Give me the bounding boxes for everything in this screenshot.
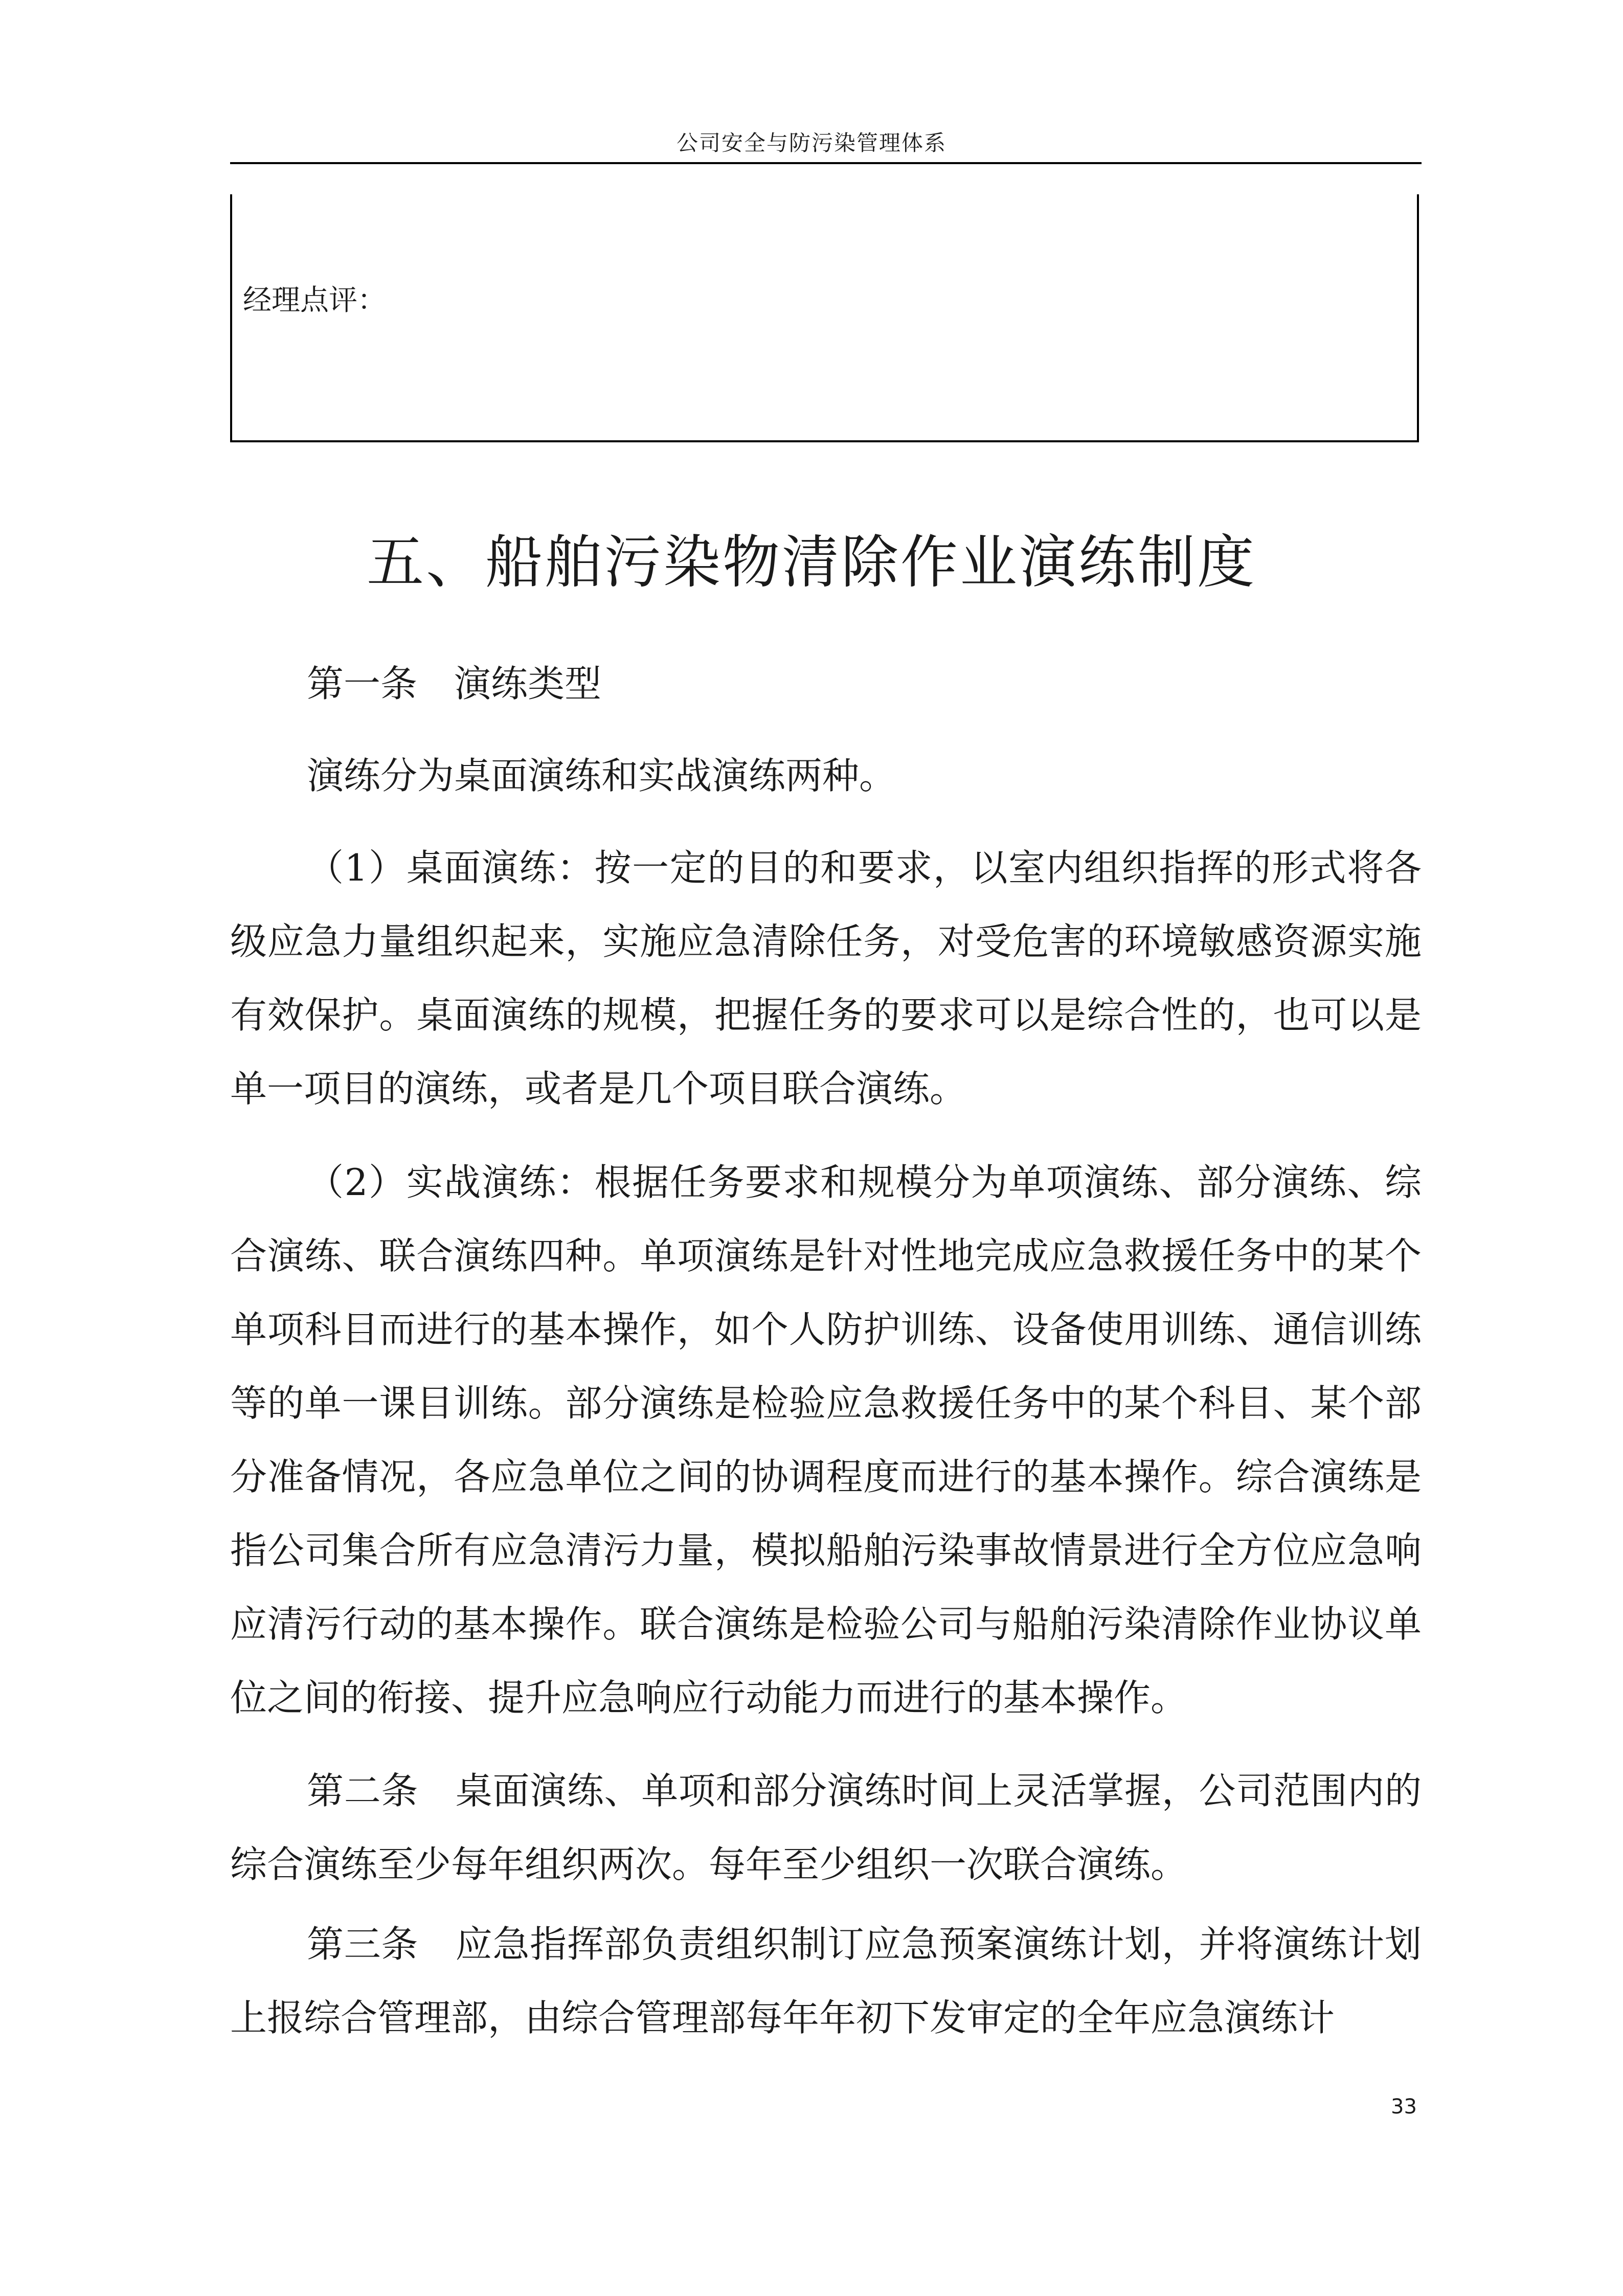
running-header: 公司安全与防污染管理体系 — [676, 130, 946, 155]
drill-types-intro: 演练分为桌面演练和实战演练两种。 — [307, 754, 896, 797]
section-title: 五、船舶污染物清除作业演练制度 — [367, 529, 1256, 596]
article-3-paragraph: 第三条 应急指挥部负责组织制订应急预案演练计划，并将演练计划上报综合管理部，由综合管理部每年年初下发审定的全年应急演练计 — [230, 1923, 1422, 2039]
tabletop-drill-paragraph: （1）桌面演练：按一定的目的和要求，以室内组织指挥的形式将各级应急力量组织起来，实施应急清除任务，对受危害的环境敏感资源实施有效保护。桌面演练的规模，把握任务的要求可以是综合性的，也可以是单一项目的演练，或者是几个项目联合演练。 — [230, 846, 1422, 1110]
article-1-heading: 第一条 演练类型 — [307, 662, 602, 705]
manager-review-label: 经理点评： — [243, 284, 386, 317]
header-divider — [230, 162, 1422, 164]
article-2-paragraph: 第二条 桌面演练、单项和部分演练时间上灵活掌握，公司范围内的综合演练至少每年组织两次。每年至少组织一次联合演练。 — [230, 1769, 1422, 1886]
page-number: 33 — [1391, 2095, 1417, 2119]
field-drill-paragraph: （2）实战演练：根据任务要求和规模分为单项演练、部分演练、综合演练、联合演练四种。单项演练是针对性地完成应急救援任务中的某个单项科目而进行的基本操作，如个人防护训练、设备使用训练、通信训练等的单一课目训练。部分演练是检验应急救援任务中的某个科目、某个部分准备情况，各应急单位之间的协调程度而进行的基本操作。综合演练是指公司集合所有应急清污力量，模拟船舶污染事故情景进行全方位应急响应清污行动的基本操作。联合演练是检验公司与船舶污染清除作业协议单位之间的衔接、提升应急响应行动能力而进行的基本操作。 — [230, 1161, 1422, 1719]
manager-review-box — [230, 194, 1419, 442]
